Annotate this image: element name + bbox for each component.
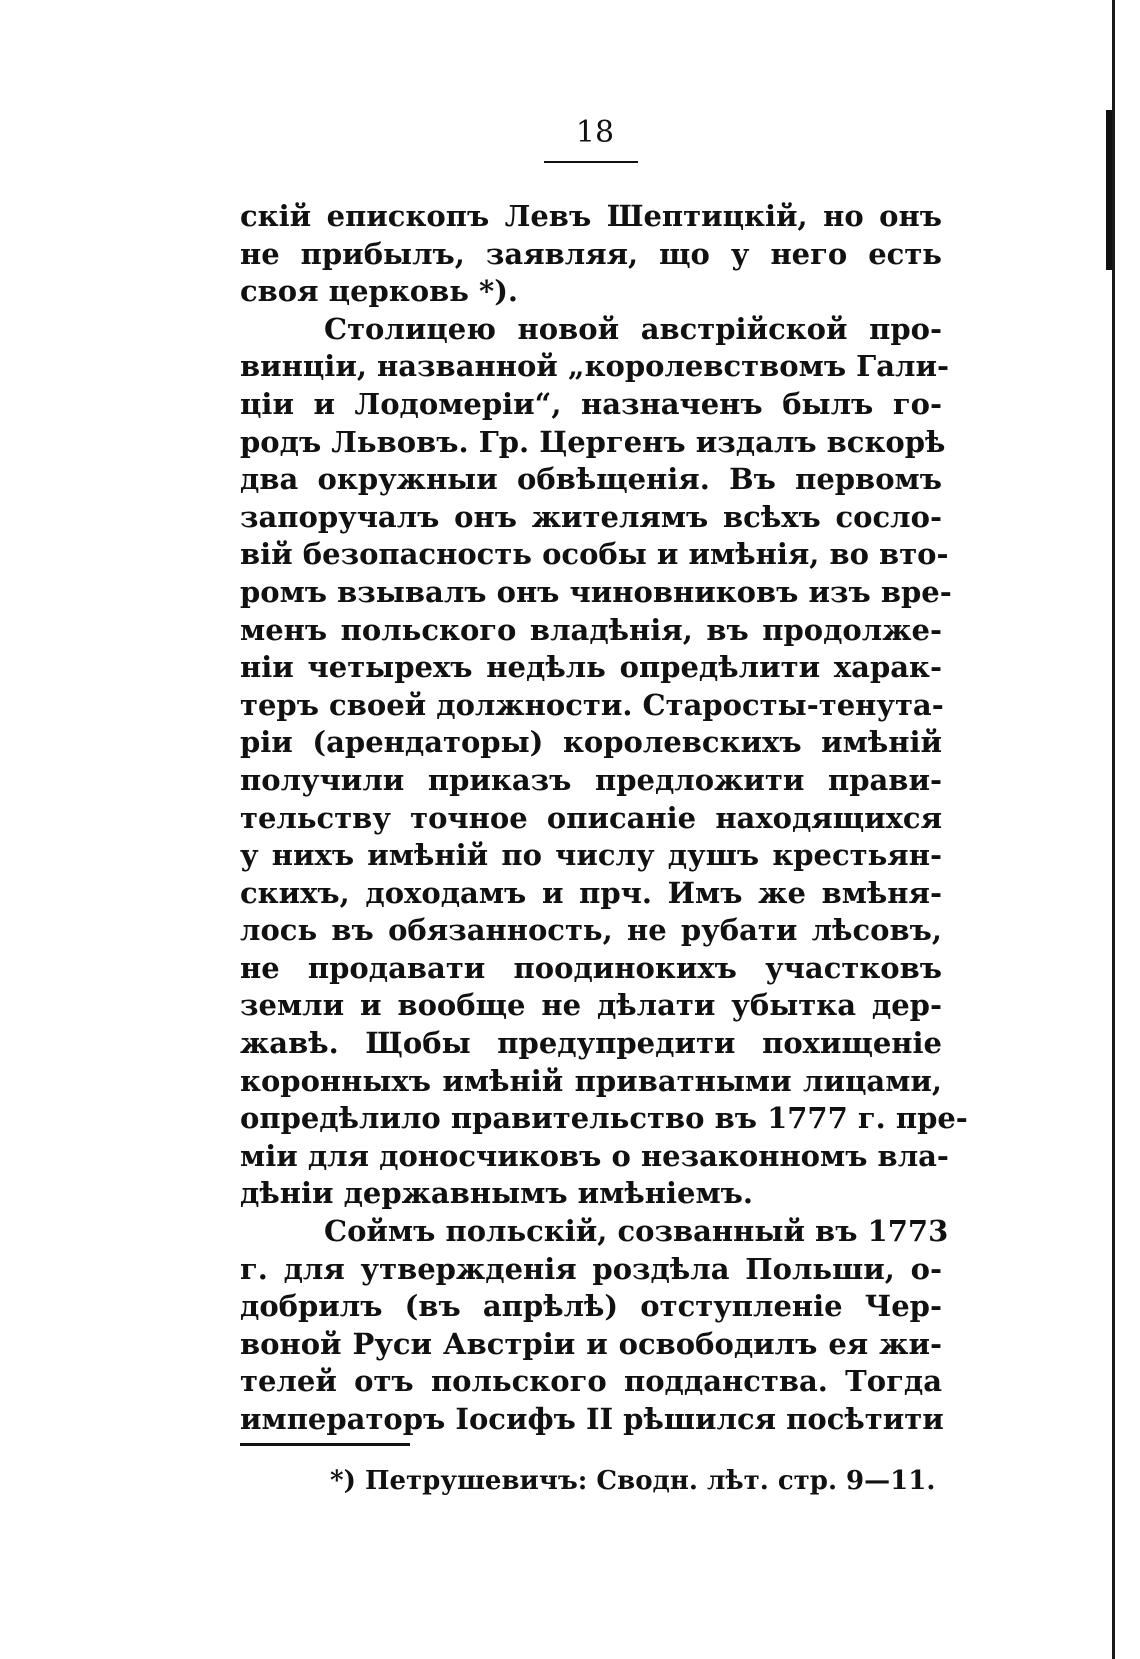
text-line: опредѣлило правительство въ 1777 г. пре- [240, 1101, 968, 1136]
footnote: *) Петрушевичъ: Сводн. лѣт. стр. 9—11. [330, 1466, 936, 1496]
text-line: императоръ Іосифъ II рѣшился посѣтити [240, 1402, 944, 1436]
text-line: ромъ взывалъ онъ чиновниковъ изъ вре- [240, 574, 952, 609]
text-line: винціи, названной „королевствомъ Гали- [240, 349, 949, 384]
paragraph [240, 311, 968, 1213]
paragraph [240, 1213, 949, 1439]
page-edge-mark [1106, 110, 1112, 270]
text-line: менъ польского владѣнія, въ продолже- [240, 612, 942, 647]
text-line: два окружныи обвѣщенія. Въ первомъ [240, 462, 942, 497]
text-line: дѣніи державнымъ имѣніемъ. [240, 1176, 753, 1211]
text-line: запоручалъ онъ жителямъ всѣхъ сосло- [240, 499, 942, 534]
text-line: теръ своей должности. Старосты-тенута- [240, 687, 944, 722]
text-line: лось въ обязанность, не рубати лѣсовъ, [240, 913, 942, 948]
text-line: земли и вообще не дѣлати убытка дер- [240, 988, 942, 1023]
text-line: телей отъ польского подданства. Тогда [240, 1364, 942, 1399]
text-line: вій безопасность особы и имѣнія, во вто- [240, 537, 949, 572]
page-number: 18 [575, 115, 615, 150]
text-line: добрилъ (въ апрѣлѣ) отступленіе Чер- [240, 1289, 942, 1324]
text-line: получили приказъ предложити прави- [240, 762, 942, 797]
text-line: г. для утвержденія роздѣла Польши, о- [240, 1251, 942, 1286]
page-number-rule [544, 161, 638, 163]
page-edge-line [1112, 0, 1115, 1659]
text-line: Соймъ польскій, созванный въ 1773 [324, 1214, 949, 1249]
text-line: міи для доносчиковъ о незаконномъ вла- [240, 1138, 949, 1173]
text-line: ніи четырехъ недѣль опредѣлити харак- [240, 650, 942, 685]
text-line: родъ Львовъ. Гр. Цергенъ издалъ вскорѣ [240, 424, 946, 459]
footnote-rule [240, 1443, 410, 1446]
text-line: у нихъ имѣній по числу душъ крестьян- [240, 838, 942, 873]
text-line: воной Руси Австріи и освободилъ ея жи- [240, 1326, 942, 1361]
body-text [240, 198, 968, 1439]
text-line: не продавати поодинокихъ участковъ [240, 950, 942, 985]
text-line: скихъ, доходамъ и прч. Имъ же вмѣня- [240, 875, 942, 910]
text-line: Столицею новой австрійской про- [324, 311, 942, 346]
paragraph [240, 198, 942, 311]
text-line: скій епископъ Левъ Шептицкій, но онъ [240, 199, 942, 233]
text-line: ціи и Лодомеріи“, назначенъ былъ го- [240, 386, 942, 421]
text-line: тельству точное описаніе находящихся [240, 800, 942, 835]
text-line: не прибылъ, заявляя, що у него есть [240, 236, 942, 271]
text-line: коронныхъ имѣній приватными лицами, [240, 1063, 942, 1098]
text-line: ріи (арендаторы) королевскихъ имѣній [240, 725, 942, 760]
text-line: жавѣ. Щобы предупредити похищеніе [240, 1026, 942, 1061]
text-line: своя церковь *). [240, 274, 519, 309]
